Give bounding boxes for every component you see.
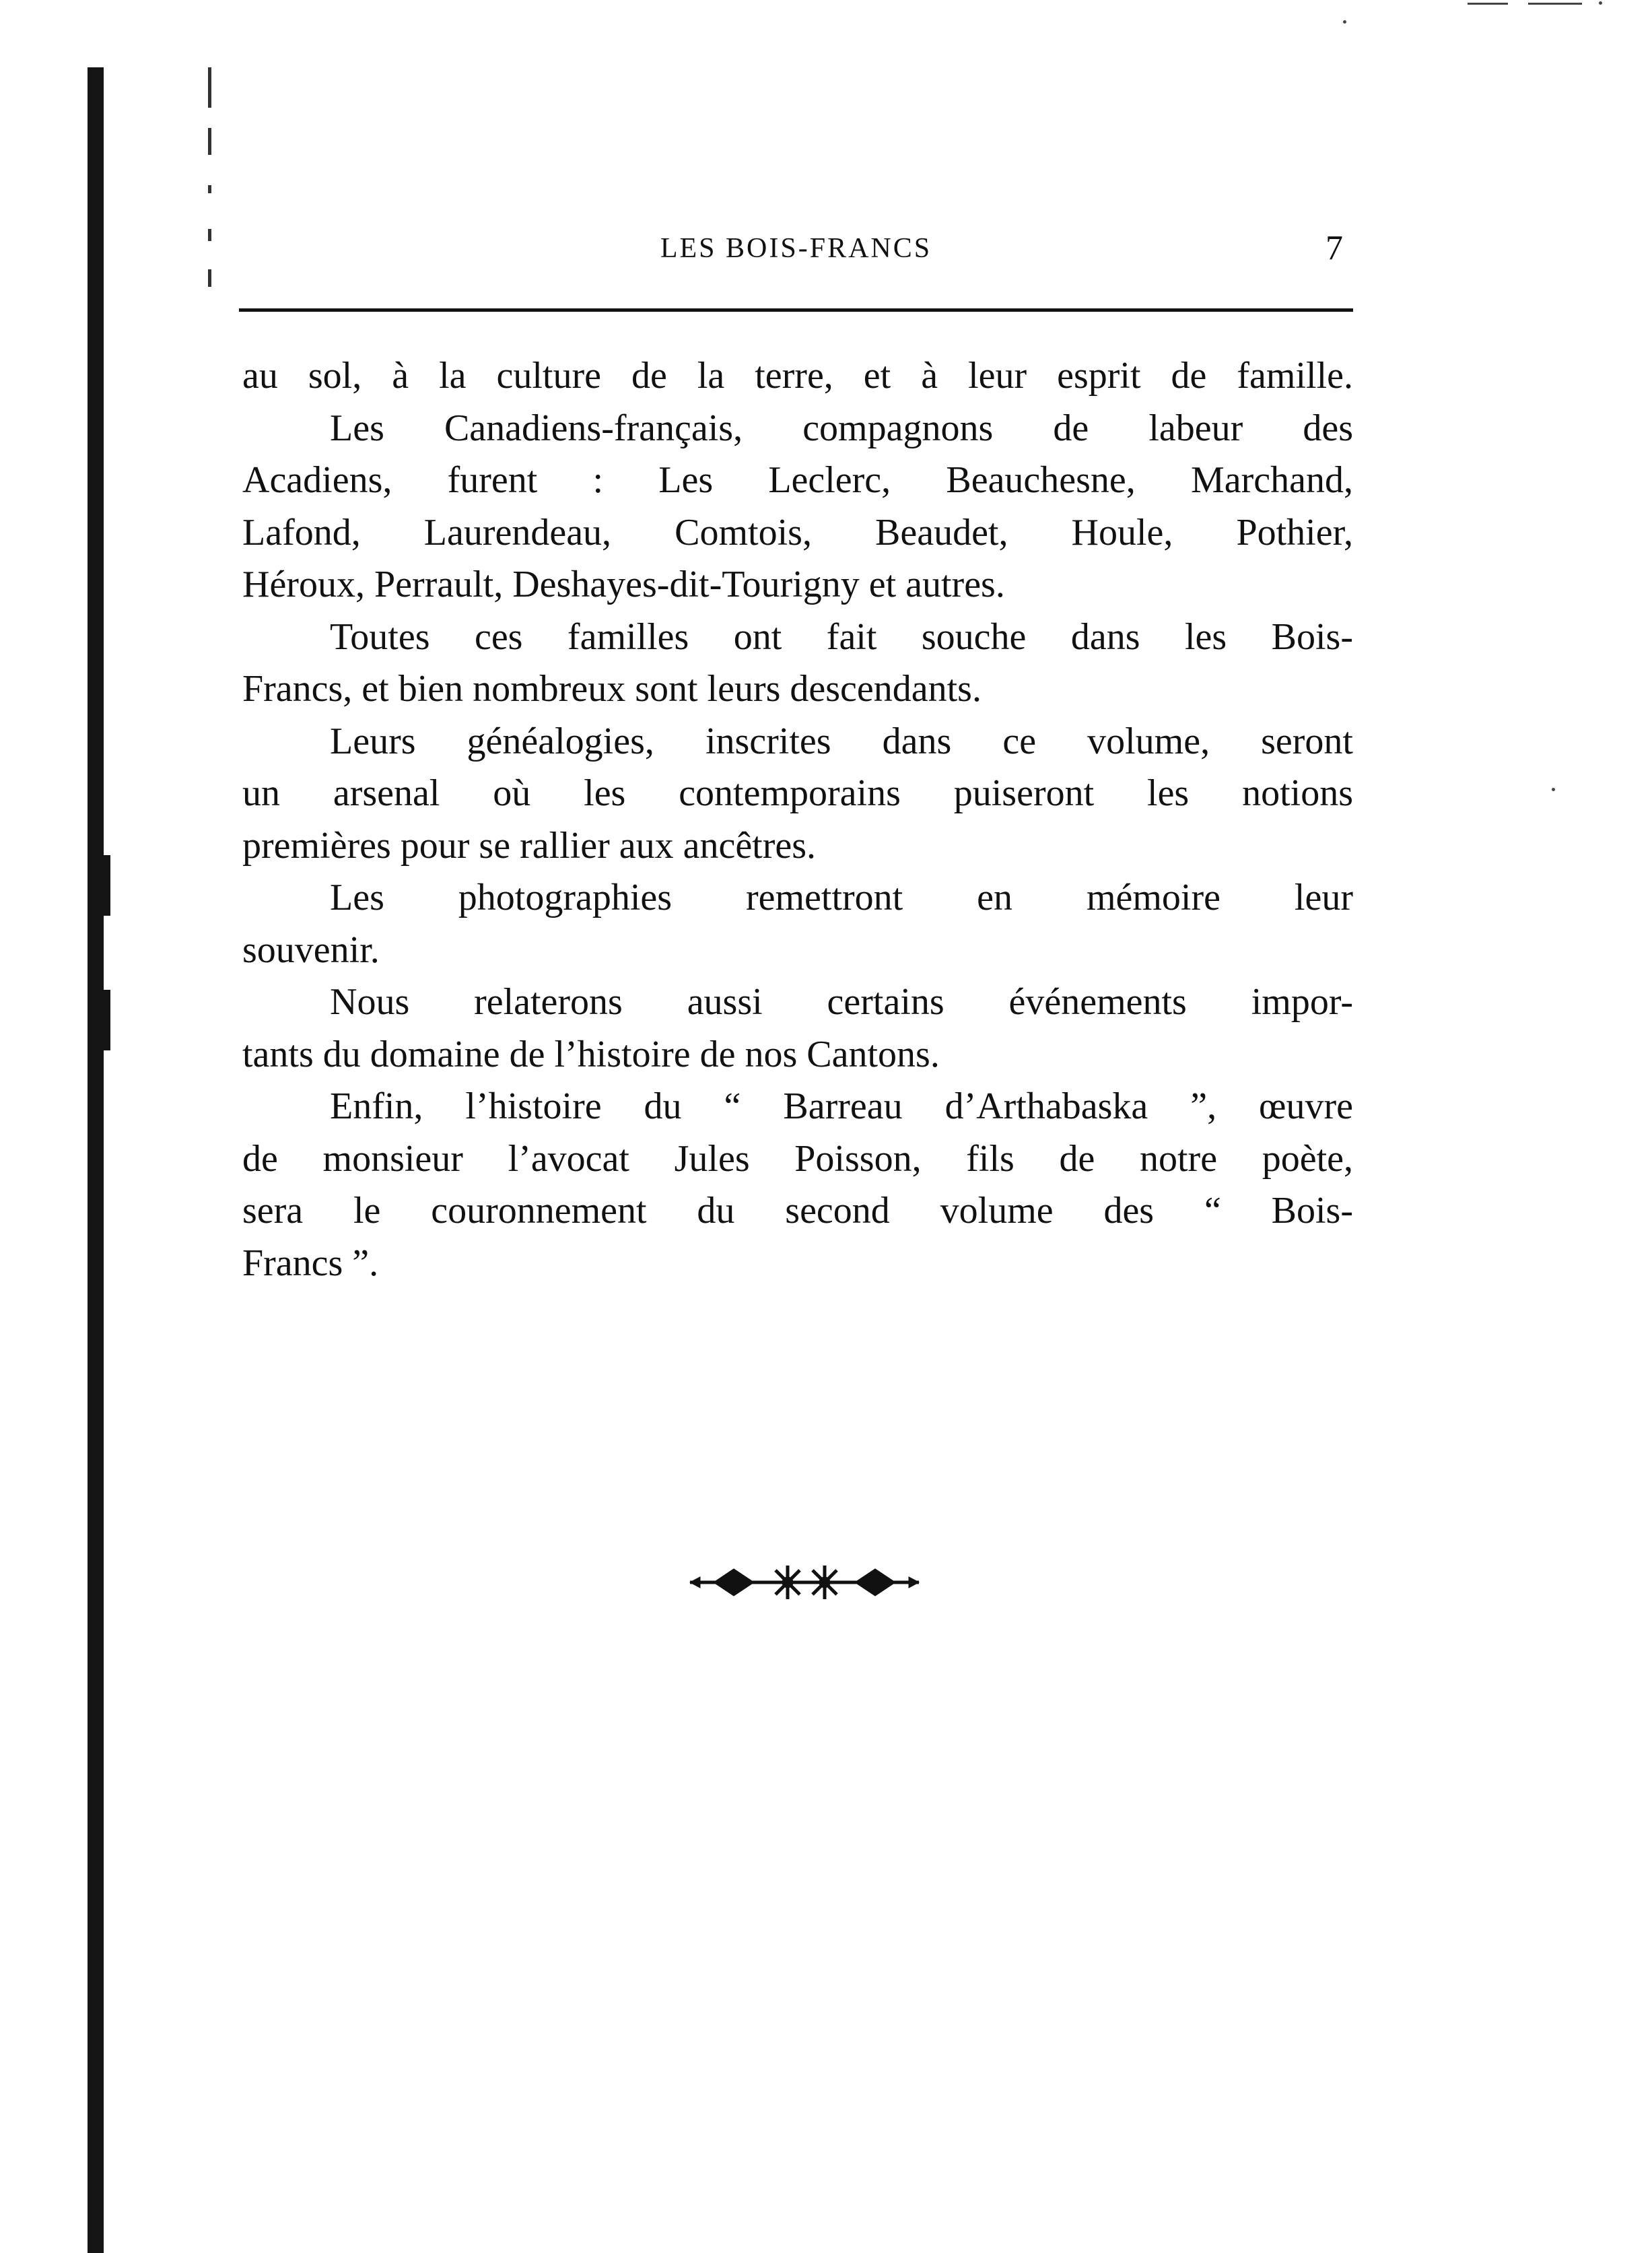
binding-edge-notch xyxy=(101,990,110,1050)
text-line: premières pour se rallier aux ancêtres. xyxy=(242,824,817,867)
text-line: Enfin, l’histoire du “ Barreau d’Arthabaska ”, œuvre xyxy=(330,1085,1353,1127)
text-line: Lafond, Laurendeau, Comtois, Beaudet, Houle, Pothier, xyxy=(242,511,1353,553)
top-specks xyxy=(1468,0,1622,8)
page-title: LES BOIS-FRANCS xyxy=(660,233,932,264)
text-line: Acadiens, furent : Les Leclerc, Beauchesne, Marchand, xyxy=(242,459,1353,501)
text-line: Nous relaterons aussi certains événements impor- xyxy=(330,981,1353,1023)
text-line: Héroux, Perrault, Deshayes-dit-Tourigny et autres. xyxy=(242,564,1005,605)
stray-dot xyxy=(1552,788,1555,791)
text-line: Les photographies remettront en mémoire leur xyxy=(330,877,1353,918)
running-header xyxy=(242,226,1350,273)
margin-specks xyxy=(205,67,215,290)
text-line: Francs ”. xyxy=(242,1242,379,1284)
text-line: un arsenal où les contemporains puiseront les notions xyxy=(242,772,1353,814)
text-line: au sol, à la culture de la terre, et à leur esprit de famille. xyxy=(242,355,1353,397)
binding-edge xyxy=(88,67,104,2253)
text-line: souvenir. xyxy=(242,929,380,971)
text-line: Francs, et bien nombreux sont leurs descendants. xyxy=(242,668,982,710)
text-line: sera le couronnement du second volume des “ Bois- xyxy=(242,1190,1353,1232)
text-line: Les Canadiens-français, compagnons de labeur des xyxy=(330,407,1353,449)
stray-dot xyxy=(1343,20,1346,24)
text-line: Toutes ces familles ont fait souche dans les Bois- xyxy=(330,615,1353,658)
text-line: tants du domaine de l’histoire de nos Cantons. xyxy=(242,1033,940,1075)
floral-ornament-icon xyxy=(687,1559,922,1606)
text-line: de monsieur l’avocat Jules Poisson, fils de notre poète, xyxy=(242,1137,1353,1180)
binding-edge-notch xyxy=(101,855,110,916)
header-rule xyxy=(239,308,1353,312)
body-text xyxy=(242,350,1353,1289)
text-line: Leurs généalogies, inscrites dans ce volume, seront xyxy=(330,720,1353,762)
page-number: 7 xyxy=(1326,229,1343,267)
